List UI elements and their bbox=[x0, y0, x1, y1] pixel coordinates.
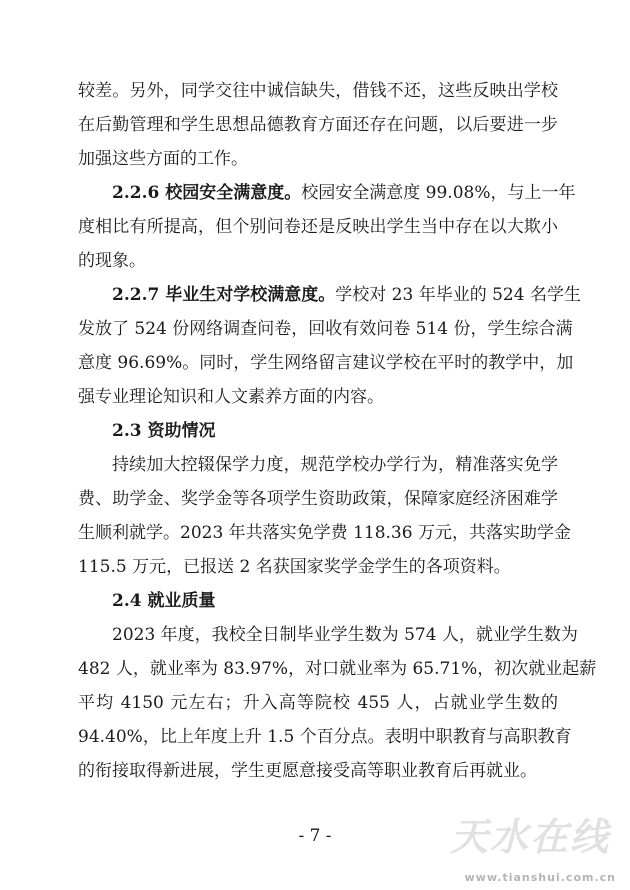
text-line: 较差。另外，同学交往中诚信缺失，借钱不还，这些反映出学校 bbox=[78, 81, 558, 101]
text-line: 意度 96.69%。同时，学生网络留言建议学校在平时的教学中，加 bbox=[78, 353, 574, 373]
text-line: 482 人，就业率为 83.97%，对口就业率为 65.71%，初次就业起薪 bbox=[78, 659, 597, 679]
text-line: 生顺利就学。2023 年共落实免学费 118.36 万元，共落实助学金 bbox=[78, 523, 571, 543]
section-paragraph-start bbox=[78, 278, 581, 312]
section-heading-2-2-7: 2.2.7 毕业生对学校满意度。 bbox=[112, 285, 336, 305]
text-line: 持续加大控辍保学力度，规范学校办学行为，精准落实免学 bbox=[112, 455, 558, 475]
page-number: - 7 - bbox=[298, 826, 332, 846]
text-segment: 校园安全满意度 99.08%，与上一年 bbox=[301, 183, 576, 203]
section-heading-line bbox=[78, 414, 558, 448]
text-line: 发放了 524 份网络调查问卷，回收有效问卷 514 份，学生综合满 bbox=[78, 319, 573, 339]
section-heading-line bbox=[78, 584, 558, 618]
text-line: 在后勤管理和学生思想品德教育方面还存在问题，以后要进一步 bbox=[78, 115, 558, 135]
text-line: 费、助学金、奖学金等各项学生资助政策，保障家庭经济困难学 bbox=[78, 489, 558, 509]
text-line: 加强这些方面的工作。 bbox=[78, 149, 248, 169]
section-heading-2-4: 2.4 就业质量 bbox=[112, 591, 216, 611]
document-body bbox=[78, 74, 597, 788]
watermark bbox=[434, 802, 624, 886]
watermark-url: www.tianshui.com.cn bbox=[464, 871, 616, 884]
text-segment: 学校对 23 年毕业的 524 名学生 bbox=[335, 285, 581, 305]
text-line: 2023 年度，我校全日制毕业学生数为 574 人，就业学生数为 bbox=[112, 625, 578, 645]
text-line: 94.40%，比上年度上升 1.5 个百分点。表明中职教育与高职教育 bbox=[78, 727, 572, 747]
text-line: 的衔接取得新进展，学生更愿意接受高等职业教育后再就业。 bbox=[78, 761, 537, 781]
watermark-text: 天水在线 bbox=[449, 815, 610, 859]
section-heading-2-2-6: 2.2.6 校园安全满意度。 bbox=[112, 183, 302, 203]
text-line: 的现象。 bbox=[78, 251, 146, 271]
text-line: 度相比有所提高，但个别问卷还是反映出学生当中存在以大欺小 bbox=[78, 217, 558, 237]
text-line: 平均 4150 元左右；升入高等院校 455 人，占就业学生数的 bbox=[78, 693, 558, 713]
text-line: 115.5 万元，已报送 2 名获国家奖学金学生的各项资料。 bbox=[78, 557, 511, 577]
section-paragraph-start bbox=[78, 176, 576, 210]
text-line: 强专业理论知识和人文素养方面的内容。 bbox=[78, 387, 384, 407]
section-heading-2-3: 2.3 资助情况 bbox=[112, 421, 216, 441]
